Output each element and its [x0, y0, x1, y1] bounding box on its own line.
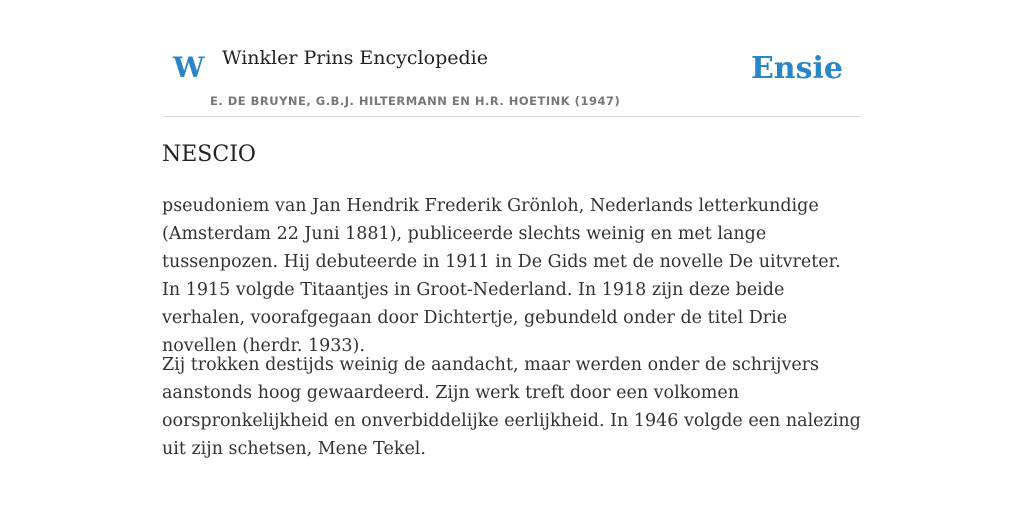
page [162, 0, 862, 459]
entry-paragraph: pseudoniem van Jan Hendrik Frederik Grönloh, Nederlands letterkundige (Amsterdam 22 Juni 1881), publiceerde slechts weinig en met lange tussenpozen. Hij debuteerde in 1911 in De Gids met de novelle De uitvreter. In 1915 volgde Titaantjes in Groot-Nederland. In 1918 zijn deze beide verhalen, voorafgegaan door Dichtertje, gebundeld onder de titel Drie novellen (herdr. 1933). [162, 196, 841, 356]
source-title[interactable]: Winkler Prins Encyclopedie [222, 47, 488, 69]
entry-title: NESCIO [162, 142, 256, 167]
entry-paragraph: Zij trokken destijds weinig de aandacht, maar werden onder de schrijvers aanstonds hoog gewaardeerd. Zijn werk treft door een volkomen oorspronkelijkheid en onverbiddelijke eerlijkheid. In 1946 volgde een nalezing uit zijn schetsen, Mene Tekel. [162, 355, 861, 459]
winkler-prins-logo[interactable]: W [173, 51, 205, 84]
ensie-logo[interactable]: Ensie [750, 51, 843, 86]
source-authors: E. DE BRUYNE, G.B.J. HILTERMANN EN H.R. HOETINK (1947) [210, 94, 621, 108]
header [162, 0, 862, 117]
